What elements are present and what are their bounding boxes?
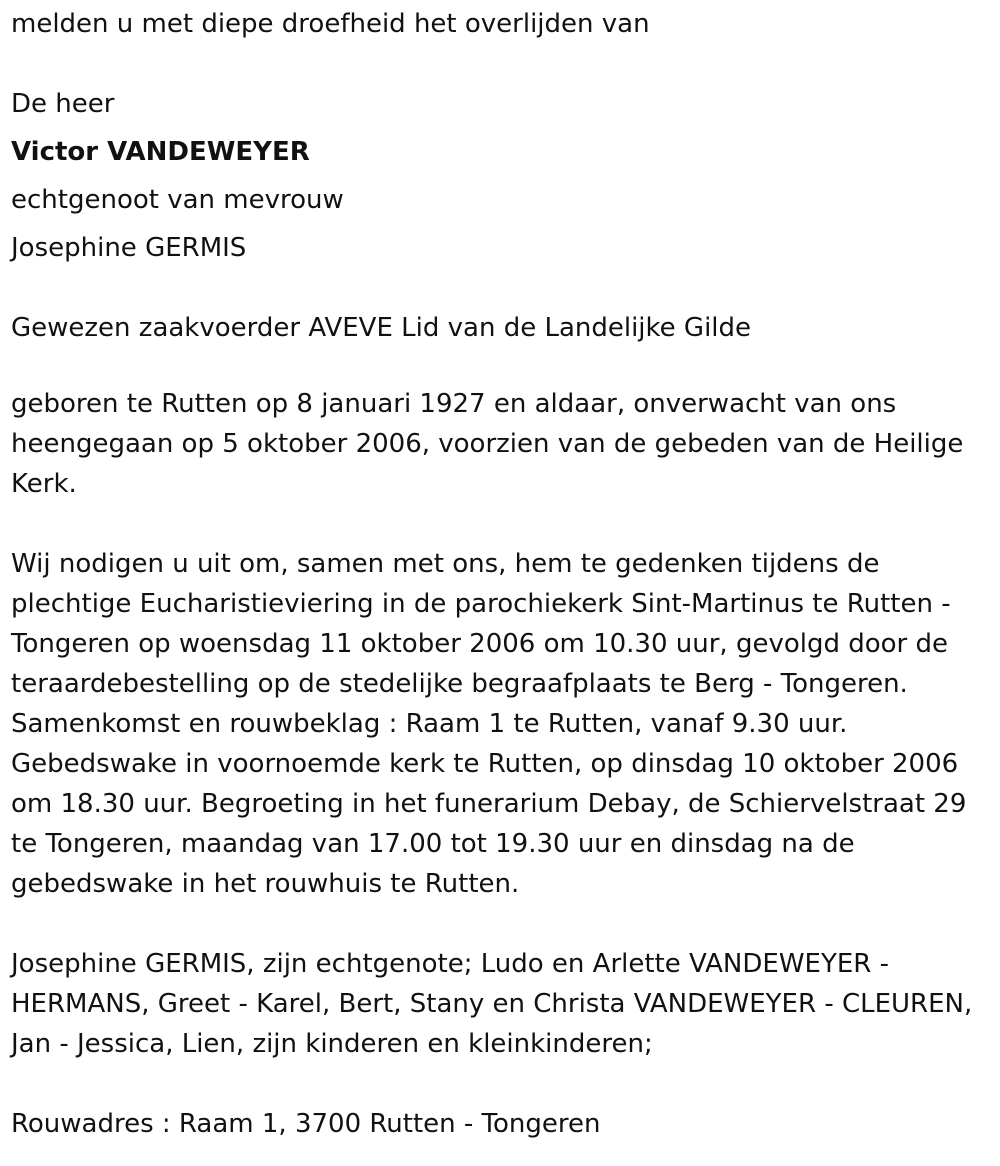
spacer	[11, 1064, 993, 1104]
spacer	[11, 272, 993, 304]
paragraph-line: Tongeren op woensdag 11 oktober 2006 om 10.30 uur, gevolgd door de	[11, 629, 949, 659]
paragraph-line: te Tongeren, maandag van 17.00 tot 19.30 uur en dinsdag na de	[11, 829, 855, 859]
paragraph-line: Wij nodigen u uit om, samen met ons, hem te gedenken tijdens de	[11, 549, 880, 579]
ceremony-paragraph	[11, 544, 993, 904]
paragraph-line: HERMANS, Greet - Karel, Bert, Stany en Christa VANDEWEYER - CLEUREN,	[11, 989, 973, 1019]
paragraph-line: Gebedswake in voornoemde kerk te Rutten, op dinsdag 10 oktober 2006	[11, 749, 959, 779]
address-paragraph	[11, 1104, 993, 1144]
paragraph-line: Jan - Jessica, Lien, zijn kinderen en kleinkinderen;	[11, 1029, 653, 1059]
spacer	[11, 352, 993, 384]
spouse-name: Josephine GERMIS	[11, 233, 247, 263]
spacer	[11, 504, 993, 544]
spacer	[11, 48, 993, 80]
spacer	[11, 904, 993, 944]
paragraph-line: teraardebestelling op de stedelijke begraafplaats te Berg - Tongeren.	[11, 669, 908, 699]
obituary-notice	[11, 0, 993, 1144]
occupation-text: Gewezen zaakvoerder AVEVE Lid van de Landelijke Gilde	[11, 313, 752, 343]
paragraph-line: gebedswake in het rouwhuis te Rutten.	[11, 869, 520, 899]
paragraph-line: Kerk.	[11, 469, 77, 499]
paragraph-line: om 18.30 uur. Begroeting in het funerarium Debay, de Schiervelstraat 29	[11, 789, 967, 819]
title-prefix: De heer	[11, 89, 115, 119]
paragraph-line: heengegaan op 5 oktober 2006, voorzien van de gebeden van de Heilige	[11, 429, 964, 459]
mourning-address: Rouwadres : Raam 1, 3700 Rutten - Tongeren	[11, 1109, 601, 1139]
paragraph-line: plechtige Eucharistieviering in de parochiekerk Sint-Martinus te Rutten -	[11, 589, 951, 619]
spouse-relation: echtgenoot van mevrouw	[11, 185, 344, 215]
paragraph-line: geboren te Rutten op 8 januari 1927 en aldaar, onverwacht van ons	[11, 389, 897, 419]
deceased-name: Victor VANDEWEYER	[11, 137, 310, 167]
paragraph-line: Samenkomst en rouwbeklag : Raam 1 te Rutten, vanaf 9.30 uur.	[11, 709, 848, 739]
birth-death-paragraph	[11, 384, 993, 504]
intro-text: melden u met diepe droefheid het overlijden van	[11, 9, 650, 39]
paragraph-line: Josephine GERMIS, zijn echtgenote; Ludo en Arlette VANDEWEYER -	[11, 949, 889, 979]
family-paragraph	[11, 944, 993, 1064]
